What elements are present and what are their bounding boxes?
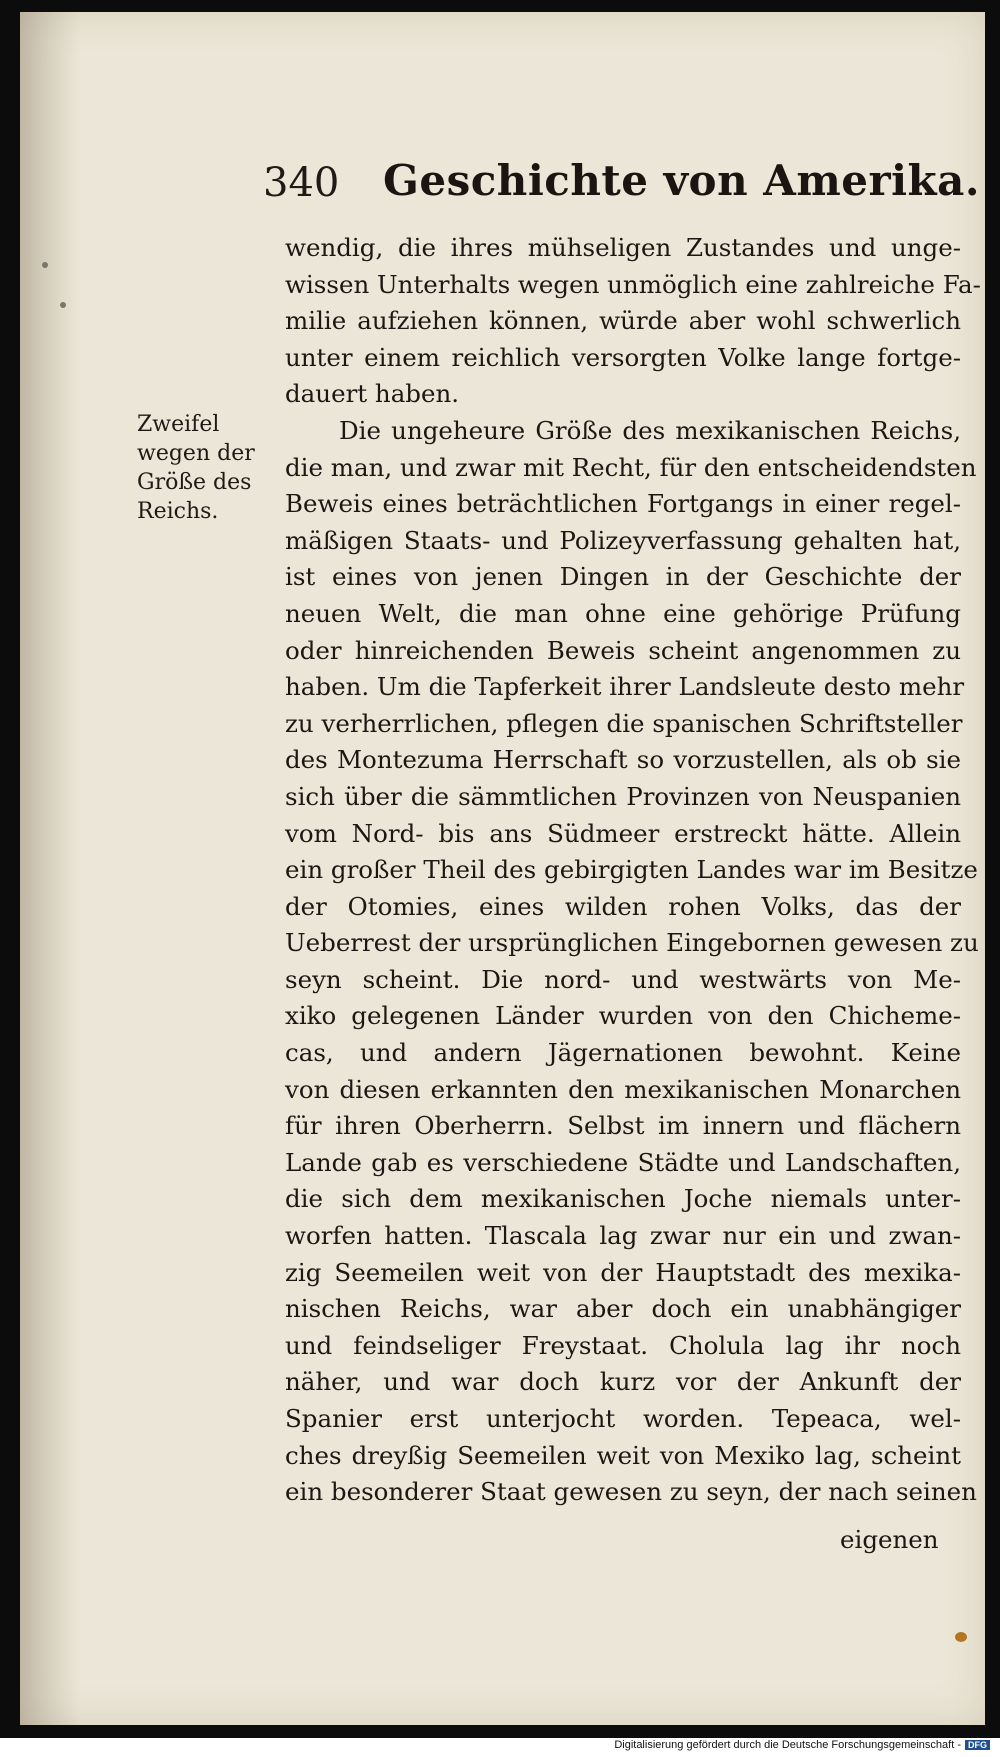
- dfg-logo: DFG: [965, 1740, 990, 1750]
- text-line: neuen Welt, die man ohne eine gehörige Prüfung: [285, 598, 961, 628]
- paper-speck: [60, 302, 66, 308]
- text-line: Spanier erst unterjocht worden. Tepeaca, wel-: [285, 1404, 961, 1433]
- text-line: zu verherrlichen, pflegen die spanischen Schriftsteller: [285, 708, 963, 738]
- body-text: [285, 230, 981, 1511]
- text-line: wendig, die ihres mühseligen Zustandes und unge-: [285, 233, 961, 262]
- text-line: oder hinreichenden Beweis scheint angenommen zu: [285, 635, 961, 665]
- text-line: Ueberrest der ursprünglichen Eingebornen gewesen zu: [285, 928, 979, 958]
- marginal-note-line: Reichs.: [137, 499, 219, 524]
- book-page: [20, 12, 985, 1725]
- text-line: Die ungeheure Größe des mexikanischen Reichs,: [339, 415, 961, 445]
- footer-credit: Digitalisierung gefördert durch die Deutsche Forschungsgemeinschaft -: [614, 1739, 961, 1751]
- text-line: für ihren Oberherrn. Selbst im innern und flächern: [285, 1111, 961, 1141]
- text-line: die sich dem mexikanischen Joche niemals unter-: [285, 1184, 961, 1214]
- text-line: die man, und zwar mit Recht, für den entscheidendsten: [285, 452, 977, 482]
- text-line: milie aufziehen können, würde aber wohl schwerlich: [285, 306, 961, 336]
- text-line: des Montezuma Herrschaft so vorzustellen, als ob sie: [285, 745, 961, 775]
- text-line: zig Seemeilen weit von der Hauptstadt des mexika-: [285, 1257, 961, 1287]
- text-line: ches dreyßig Seemeilen weit von Mexiko lag, scheint: [285, 1440, 961, 1470]
- text-line: näher, und war doch kurz vor der Ankunft der: [285, 1367, 961, 1397]
- paper-speck: [42, 262, 48, 268]
- text-line: xiko gelegenen Länder wurden von den Chicheme-: [285, 1001, 961, 1031]
- text-line: dauert haben.: [285, 379, 460, 409]
- text-line: ein besonderer Staat gewesen zu seyn, der nach seinen: [285, 1477, 977, 1507]
- paper-stain: [955, 1632, 967, 1642]
- digitization-footer: [0, 1738, 1000, 1757]
- text-line: seyn scheint. Die nord- und westwärts von Me-: [285, 964, 961, 994]
- text-line: haben. Um die Tapferkeit ihrer Landsleute desto mehr: [285, 672, 965, 702]
- marginal-note-line: Zweifel: [137, 412, 220, 437]
- text-line: worfen hatten. Tlascala lag zwar nur ein und zwan-: [285, 1221, 961, 1251]
- text-line: nischen Reichs, war aber doch ein unabhängiger: [285, 1294, 961, 1324]
- text-line: ist eines von jenen Dingen in der Geschichte der: [285, 562, 961, 592]
- text-line: von diesen erkannten den mexikanischen Monarchen: [285, 1074, 961, 1104]
- text-line: ein großer Theil des gebirgigten Landes war im Besitze: [285, 855, 978, 885]
- text-line: unter einem reichlich versorgten Volke lange fortge-: [285, 342, 961, 372]
- text-line: vom Nord- bis ans Südmeer erstreckt hätte. Allein: [285, 818, 961, 848]
- page-header: [263, 152, 980, 212]
- text-line: sich über die sämmtlichen Provinzen von Neuspanien: [285, 781, 961, 811]
- text-line: der Otomies, eines wilden rohen Volks, das der: [285, 891, 961, 921]
- text-line: und feindseliger Freystaat. Cholula lag ihr noch: [285, 1330, 961, 1360]
- text-line: mäßigen Staats- und Polizeyverfassung gehalten hat,: [285, 525, 961, 555]
- text-line: wissen Unterhalts wegen unmöglich eine zahlreiche Fa-: [285, 269, 981, 299]
- text-line: cas, und andern Jägernationen bewohnt. Keine: [285, 1038, 961, 1068]
- marginal-note-line: Größe des: [137, 470, 252, 495]
- marginal-note-line: wegen der: [137, 441, 255, 466]
- text-line: Lande gab es verschiedene Städte und Landschaften,: [285, 1147, 961, 1177]
- marginal-note: [137, 410, 255, 526]
- page-number: 340: [263, 160, 340, 206]
- text-line: Beweis eines beträchtlichen Fortgangs in einer regel-: [285, 489, 961, 519]
- footer-text: [614, 1739, 990, 1751]
- catchword: eigenen: [840, 1525, 939, 1554]
- running-title: Geschichte von Amerika.: [383, 156, 980, 205]
